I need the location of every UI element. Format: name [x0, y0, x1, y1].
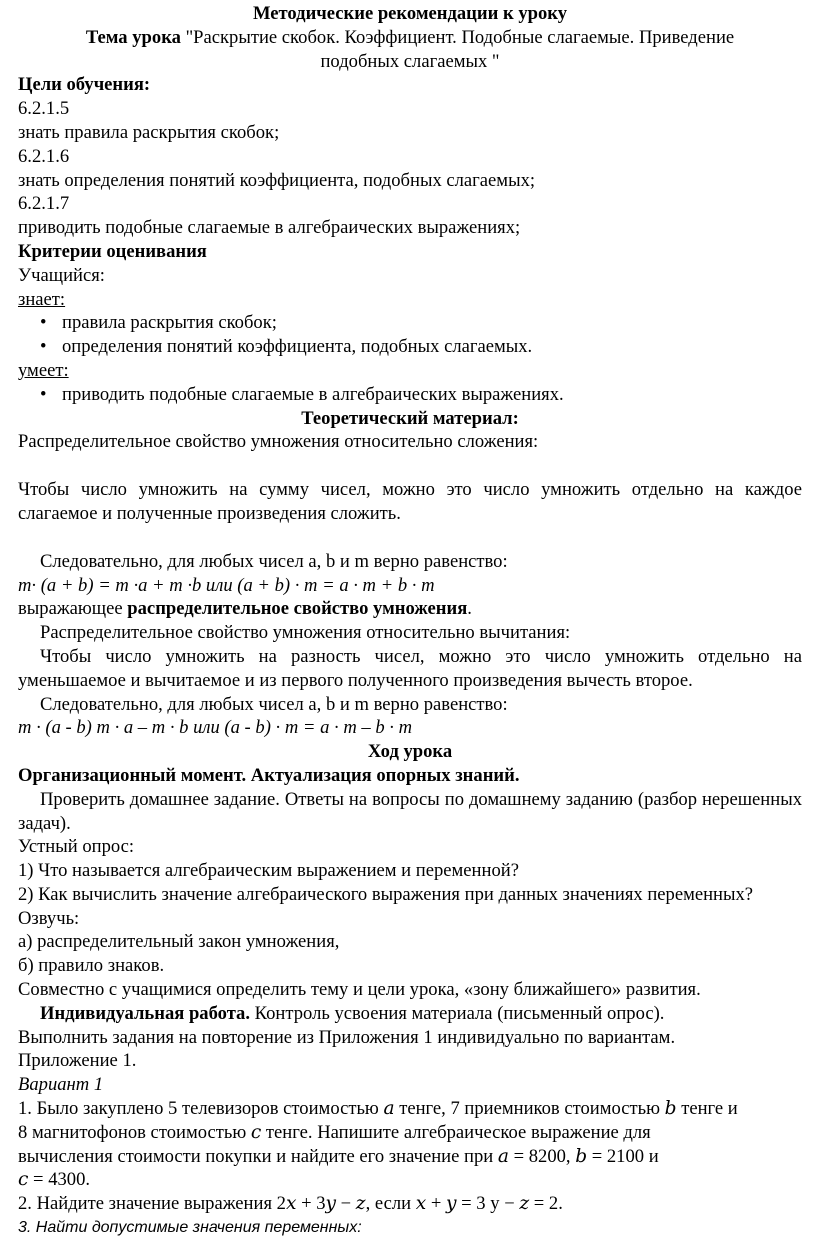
doc-title: Методические рекомендации к уроку — [252, 3, 568, 24]
lesson-p1: Проверить домашнее задание. Ответы на вопросы по домашнему заданию (разбор нерешенных задач). — [18, 788, 802, 834]
topic-label: Тема урока — [85, 26, 181, 48]
individual-work: Индивидуальная работа. Контроль усвоения материала (письменный опрос). — [40, 1002, 665, 1024]
goal-code-1: 6.2.1.5 — [18, 98, 70, 120]
goal-text-1: знать правила раскрытия скобок; — [18, 121, 280, 143]
theory-p5: Распределительное свойство умножения относительно вычитания: — [40, 622, 571, 644]
topic-line — [18, 26, 802, 50]
goals-heading: Цели обучения: — [18, 74, 151, 96]
bullet-icon: • — [40, 383, 47, 405]
theory-p2: Чтобы число умножить на сумму чисел, можно это число умножить отдельно на каждое слагаемое и полученные произведения сложить. — [18, 479, 802, 524]
student-label: Учащийся: — [18, 264, 105, 286]
task1-line2: 8 магнитофонов стоимостью 𝑐 тенге. Напишите алгебраическое выражение для — [18, 1121, 651, 1143]
org-heading: Организационный момент. Актуализация опорных знаний. — [18, 764, 520, 786]
theory-p3: Следовательно, для любых чисел a, b и m верно равенство: — [40, 550, 508, 572]
question-2: 2) Как вычислить значение алгебраического выражения при данных значениях переменных? — [18, 883, 754, 905]
bullet-icon: • — [40, 336, 47, 358]
can-list — [18, 383, 802, 407]
lesson-heading: Ход урока — [367, 741, 453, 763]
theory-p4: выражающее распределительное свойство умножения. — [18, 598, 472, 620]
theory-p7: Следовательно, для любых чисел a, b и m верно равенство: — [40, 693, 508, 715]
oral-label: Устный опрос: — [18, 836, 135, 858]
task1-line1: 1. Было закуплено 5 телевизоров стоимостью 𝑎 тенге, 7 приемников стоимостью 𝑏 тенге и — [18, 1098, 738, 1120]
task1-line3: вычисления стоимости покупки и найдите его значение при 𝑎 = 8200, 𝑏 = 2100 и — [18, 1145, 659, 1167]
formula-subtraction: m · (a - b) m · a – m · b или (a - b) · m = a · m – b · m — [18, 717, 413, 739]
theory-p1: Распределительное свойство умножения относительно сложения: — [18, 431, 539, 453]
voice-item-2: б) правило знаков. — [18, 955, 165, 977]
knows-label: знает: — [18, 288, 66, 310]
theory-heading: Теоретический материал: — [301, 407, 519, 429]
can-label: умеет: — [18, 359, 69, 381]
formula-addition: m· (a + b) = m ·a + m ·b или (a + b) · m = a · m + b · m — [18, 574, 435, 596]
task-text: Выполнить задания на повторение из Приложения 1 индивидуально по вариантам. — [18, 1026, 676, 1048]
goal-code-2: 6.2.1.6 — [18, 145, 70, 167]
task3: 3. Найти допустимые значения переменных: — [18, 1219, 362, 1237]
goal-text-2: знать определения понятий коэффициента, подобных слагаемых; — [18, 169, 536, 191]
document-page — [18, 0, 802, 1240]
topic-text-1: "Раскрытие скобок. Коэффициент. Подобные слагаемые. Приведение — [180, 26, 735, 48]
topic-text-2: подобных слагаемых " — [320, 50, 500, 72]
bullet-icon: • — [40, 312, 47, 334]
list-item: • определения понятий коэффициента, подобных слагаемых. — [40, 336, 533, 358]
criteria-heading: Критерии оценивания — [18, 240, 207, 262]
goal-text-3: приводить подобные слагаемые в алгебраических выражениях; — [18, 217, 521, 239]
together-text: Совместно с учащимися определить тему и цели урока, «зону ближайшего» развития. — [18, 979, 701, 1001]
voice-item-1: а) распределительный закон умножения, — [18, 931, 340, 953]
variant-label: Вариант 1 — [18, 1074, 104, 1096]
knows-list — [18, 311, 802, 359]
task2: 2. Найдите значение выражения 2𝑥 + 3𝑦 − 𝑧, если 𝑥 + 𝑦 = 3 у − 𝑧 = 2. — [18, 1193, 563, 1215]
task1-line4: 𝑐 = 4300. — [18, 1169, 91, 1191]
voice-label: Озвучь: — [18, 907, 80, 929]
theory-p6: Чтобы число умножить на разность чисел, можно это число умножить отдельно на уменьшаемое и вычитаемое и из первого полученного произведения вычесть второе. — [18, 645, 802, 691]
question-1: 1) Что называется алгебраическим выражением и переменной? — [18, 860, 519, 882]
list-item: • приводить подобные слагаемые в алгебраических выражениях. — [40, 383, 564, 405]
goal-code-3: 6.2.1.7 — [18, 193, 70, 215]
list-item: • правила раскрытия скобок; — [40, 312, 277, 334]
appendix-label: Приложение 1. — [18, 1050, 137, 1072]
